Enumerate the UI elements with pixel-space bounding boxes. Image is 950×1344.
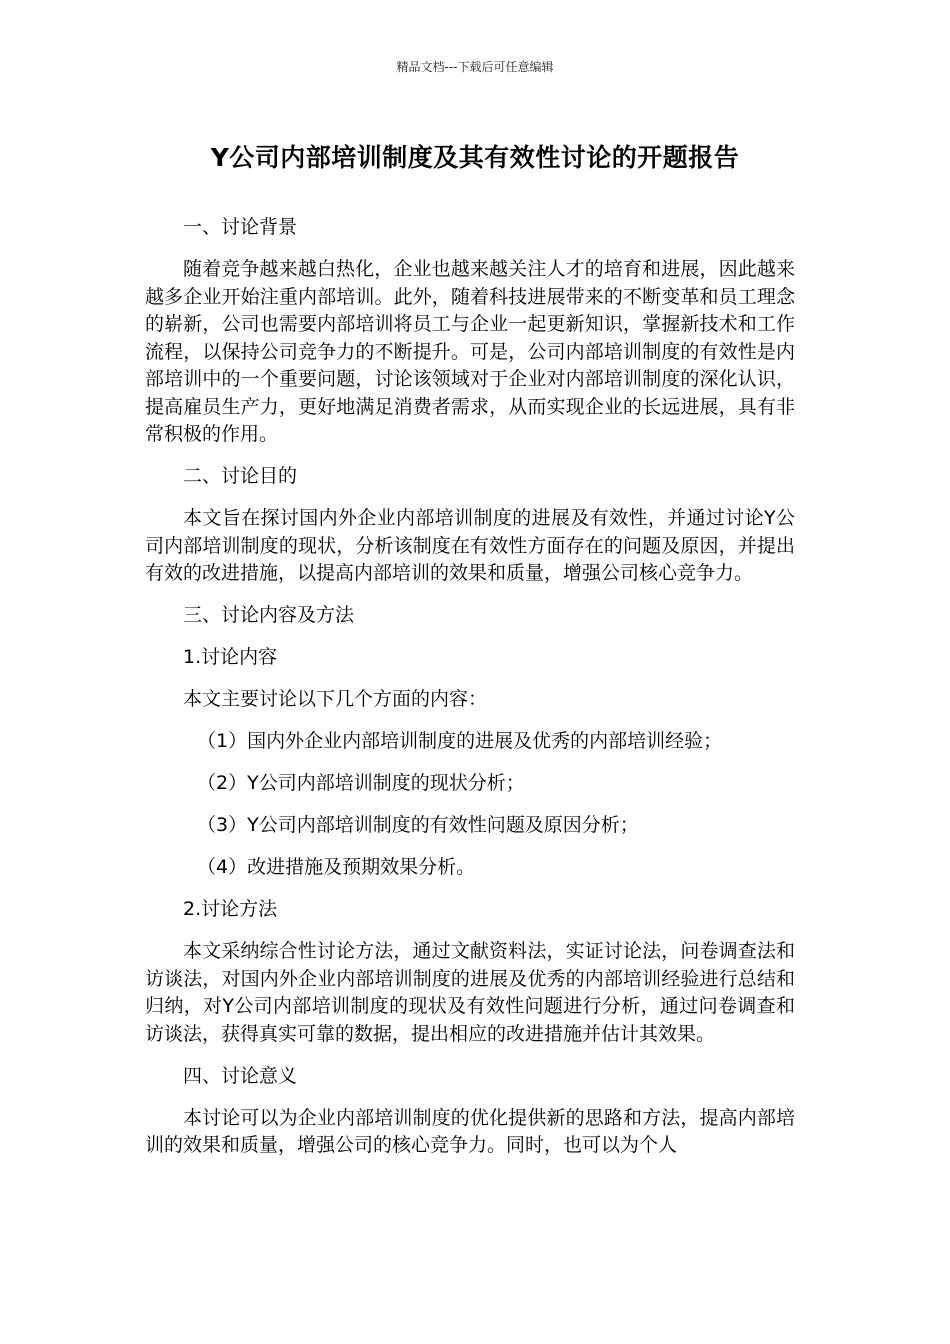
section-heading-content-method: 三、讨论内容及方法: [183, 604, 355, 626]
document-body: [145, 214, 795, 1174]
paragraph-background: 随着竞争越来越白热化，企业也越来越关注人才的培育和进展，因此越来越多企业开始注重内部培训。此外，随着科技进展带来的不断变革和员工理念的崭新，公司也需要内部培训将员工与企业一起更新知识，掌握新技术和工作流程，以保持公司竞争力的不断提升。可是，公司内部培训制度的有效性是内部培训中的一个重要问题，讨论该领域对于企业对内部培训制度的深化认识，提高雇员生产力，更好地满足消费者需求，从而实现企业的长远进展，具有非常积极的作用。: [145, 258, 795, 445]
section-heading-significance: 四、讨论意义: [183, 1064, 298, 1087]
paragraph-significance: 本讨论可以为企业内部培训制度的优化提供新的思路和方法，提高内部培训的效果和质量，增强公司的核心竞争力。同时，也可以为个人: [145, 1106, 795, 1156]
section-heading-background: 一、讨论背景: [183, 216, 298, 238]
paragraph-method: 本文采纳综合性讨论方法，通过文献资料法，实证讨论法，问卷调查法和访谈法，对国内外企业内部培训制度的进展及优秀的内部培训经验进行总结和归纳，对Y公司内部培训制度的现状及有效性问题进行分析，通过问卷调查和访谈法，获得真实可靠的数据，提出相应的改进措施并估计其效果。: [145, 940, 795, 1045]
paragraph-purpose: 本文旨在探讨国内外企业内部培训制度的进展及有效性，并通过讨论Y公司内部培训制度的现状，分析该制度在有效性方面存在的问题及原因，并提出有效的改进措施，以提高内部培训的效果和质量，增强公司核心竞争力。: [145, 507, 795, 584]
subheading-content: 1.讨论内容: [183, 646, 278, 668]
paragraph-content-intro: 本文主要讨论以下几个方面的内容：: [183, 688, 488, 710]
header-note: 精品文档---下载后可任意编辑: [396, 60, 554, 74]
document-title: Y公司内部培训制度及其有效性讨论的开题报告: [210, 143, 740, 172]
section-heading-purpose: 二、讨论目的: [183, 465, 298, 487]
list-item: （2）Y公司内部培训制度的现状分析；: [197, 772, 525, 794]
subheading-method: 2.讨论方法: [183, 898, 278, 920]
list-item: （4）改进措施及预期效果分析。: [197, 856, 476, 878]
list-item: （1）国内外企业内部培训制度的进展及优秀的内部培训经验；: [197, 730, 723, 752]
list-item: （3）Y公司内部培训制度的有效性问题及原因分析；: [197, 814, 639, 836]
